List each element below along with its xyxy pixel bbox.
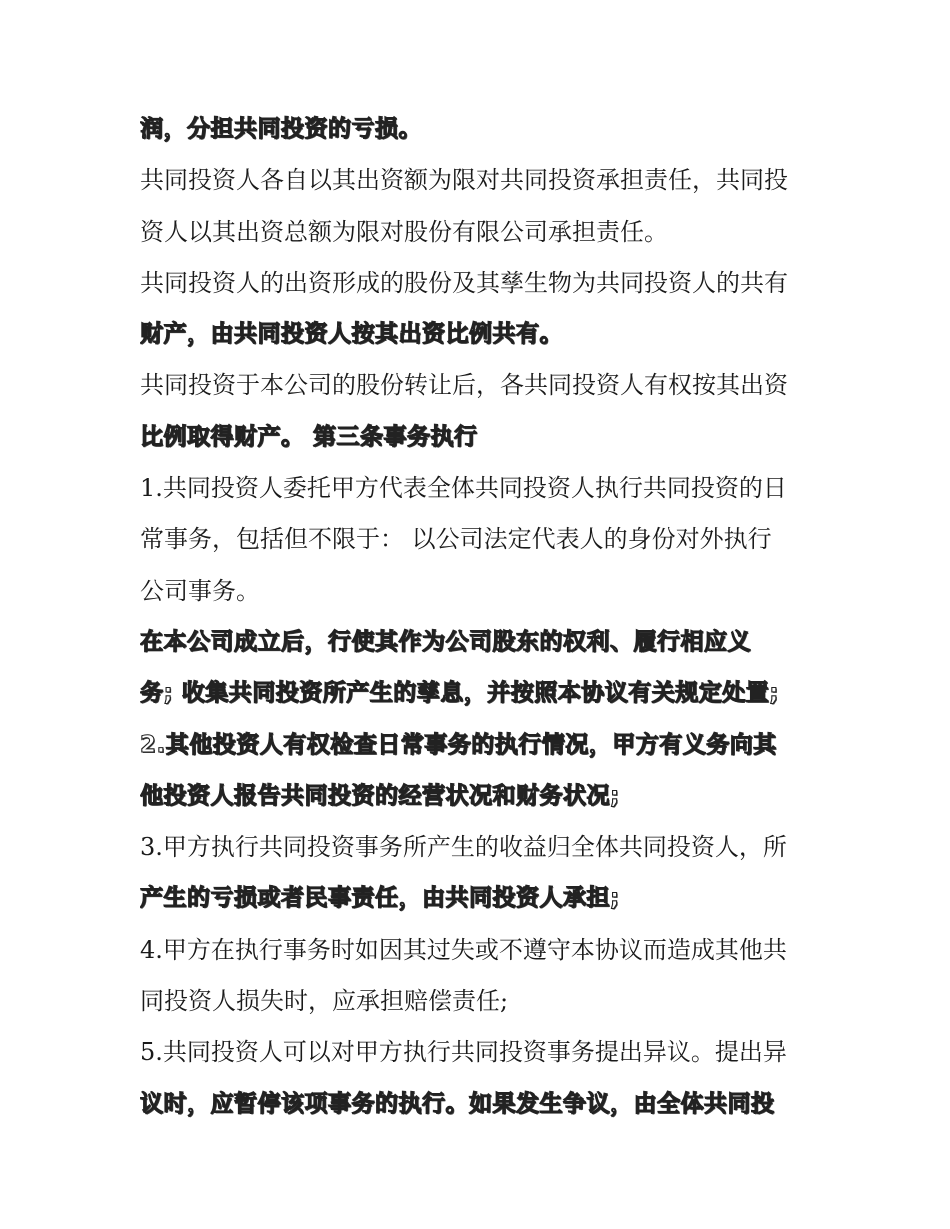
text-line: 财产，由共同投资人按其出资比例共有。	[140, 321, 563, 348]
text-line: 4.甲方在执行事务时如因其过失或不遵守本协议而造成其他共	[140, 935, 787, 964]
text-line: 同投资人损失时，应承担赔偿责任;	[140, 987, 509, 1016]
text-line: 5.共同投资人可以对甲方执行共同投资事务提出异议。提出异	[140, 1038, 787, 1067]
text-line: 共同投资人的出资形成的股份及其孳生物为共同投资人的共有	[140, 268, 788, 297]
text-line: 3.甲方执行共同投资事务所产生的收益归全体共同投资人，所	[140, 833, 787, 862]
text-line: 公司事务。	[140, 576, 260, 605]
text-line: 资人以其出资总额为限对股份有限公司承担责任。	[140, 217, 668, 246]
text-line: 2.其他投资人有权检查日常事务的执行情况，甲方有义务向其	[140, 731, 777, 758]
text-line: 比例取得财产。 第三条事务执行	[140, 423, 478, 450]
text-line: 务; 收集共同投资所产生的孳息，并按照本协议有关规定处置;	[140, 680, 779, 707]
text-line: 在本公司成立后，行使其作为公司股东的权利、履行相应义	[140, 628, 751, 655]
text-line: 润，分担共同投资的亏损。	[140, 116, 422, 142]
text-line: 共同投资人各自以其出资额为限对共同投资承担责任，共同投	[140, 166, 788, 195]
text-line: 议时，应暂停该项事务的执行。如果发生争议，由全体共同投	[140, 1090, 775, 1117]
text-line: 常事务，包括但不限于： 以公司法定代表人的身份对外执行	[140, 525, 772, 554]
text-line: 他投资人报告共同投资的经营状况和财务状况;	[140, 782, 620, 809]
text-line: 产生的亏损或者民事责任，由共同投资人承担;	[140, 885, 620, 912]
text-line: 共同投资于本公司的股份转让后，各共同投资人有权按其出资	[140, 371, 788, 400]
document-body	[140, 104, 820, 1130]
text-line: 1.共同投资人委托甲方代表全体共同投资人执行共同投资的日	[140, 474, 787, 503]
